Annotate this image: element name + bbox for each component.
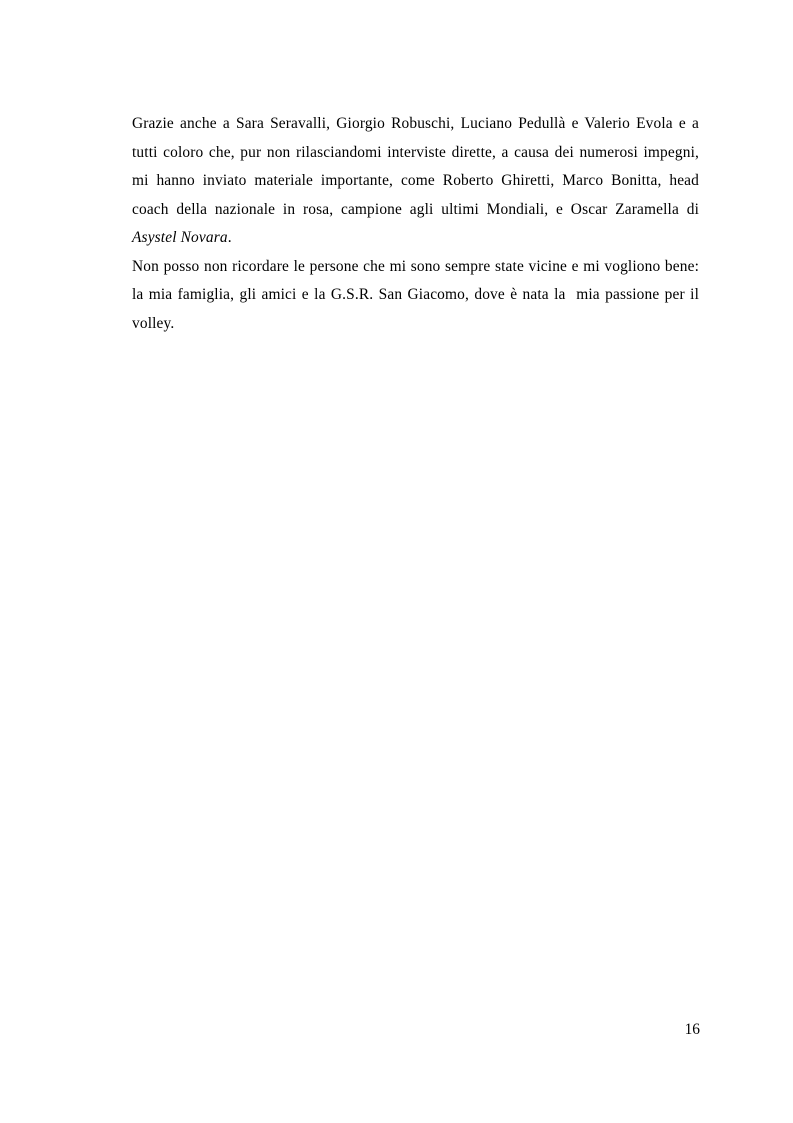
page-number: 16 <box>684 1021 700 1038</box>
paragraph-text: Grazie anche a Sara Seravalli, Giorgio Robuschi, Luciano Pedullà e Valerio Evola e a tutti coloro che, pur non rilasciandomi interviste dirette, a causa dei numerosi impegni, mi hanno inviato materiale importante, come Roberto Ghiretti, Marco Bonitta, head coach della nazionale in rosa, campione agli ultimi Mondiali, e Oscar Zaramella di <box>132 115 699 218</box>
body-text <box>132 110 703 338</box>
paragraph-text-end: . <box>227 229 232 246</box>
paragraph-family: Non posso non ricordare le persone che mi sono sempre state vicine e mi vogliono bene: la mia famiglia, gli amici e la G.S.R. San Giacomo, dove è nata la mia passione per il volley. <box>132 257 703 332</box>
paragraph-acknowledgements <box>132 110 699 253</box>
company-name-italic: Asystel Novara <box>132 229 228 246</box>
